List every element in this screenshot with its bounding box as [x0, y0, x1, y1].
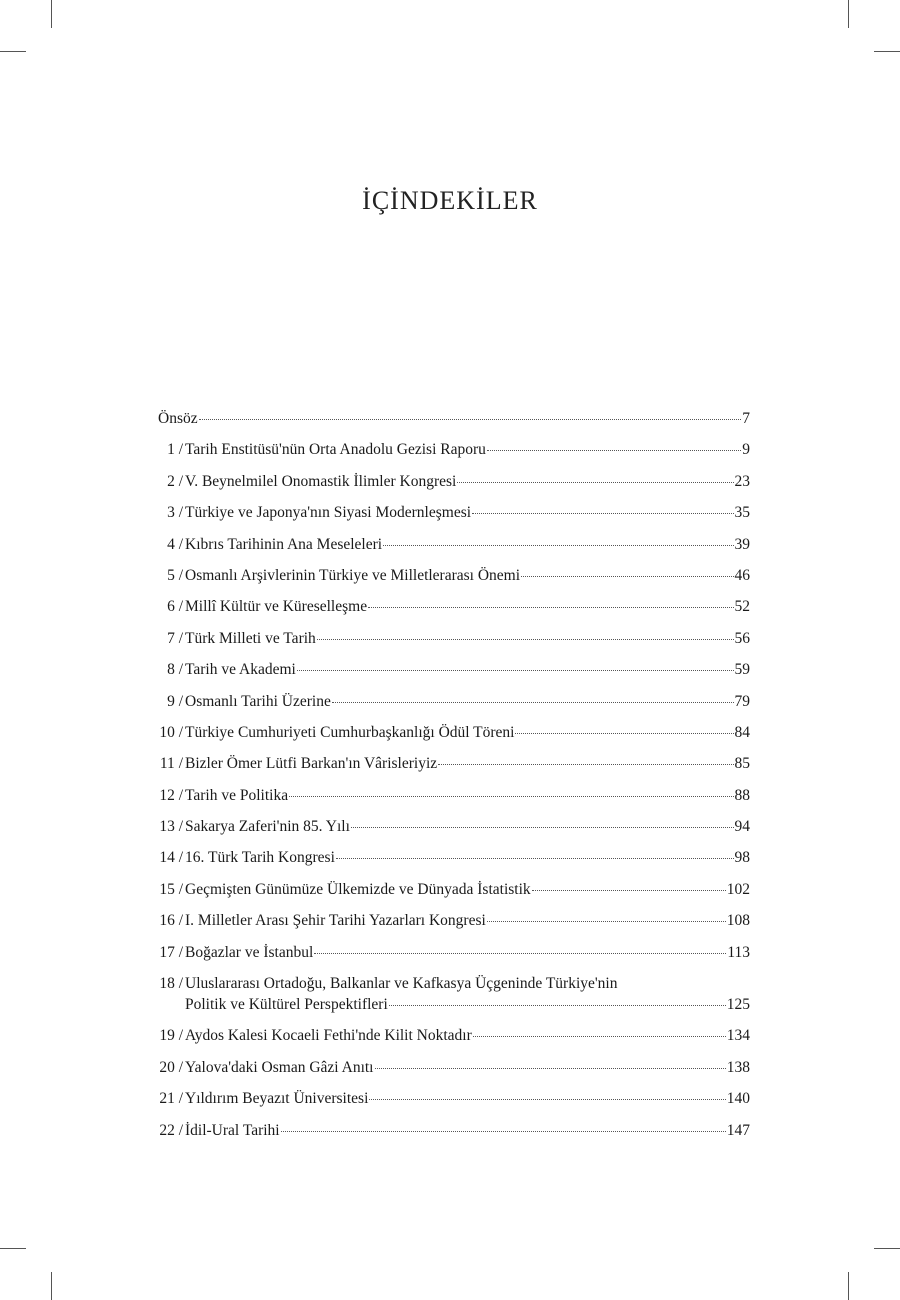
- toc-entry-number-group: [150, 502, 185, 523]
- toc-entry-number: 4: [167, 535, 175, 553]
- dot-leader: [473, 1036, 726, 1037]
- toc-entry-number-group: [150, 1057, 185, 1078]
- toc-entry-number-group: [150, 659, 185, 680]
- toc-entry-title: Türk Milleti ve Tarih: [185, 629, 316, 647]
- dot-leader: [281, 1131, 726, 1132]
- toc-entry-title: Tarih ve Politika: [185, 786, 289, 804]
- toc-entry: [150, 659, 750, 680]
- toc-entry: [150, 471, 750, 492]
- dot-leader: [438, 764, 733, 765]
- toc-separator: /: [178, 786, 183, 804]
- dot-leader: [521, 576, 733, 577]
- toc-entry-title: Osmanlı Tarihi Üzerine: [185, 692, 331, 710]
- toc-entry-page: 88: [734, 786, 750, 804]
- toc-separator: /: [178, 723, 183, 741]
- toc-entry-number-group: [150, 910, 185, 931]
- toc-entry-number: 5: [167, 566, 175, 584]
- toc-entry-page: 79: [734, 692, 750, 710]
- crop-mark: [51, 1272, 52, 1300]
- toc-separator: /: [178, 1121, 183, 1139]
- toc-entry-number: 9: [167, 692, 175, 710]
- toc-entry-title: Bizler Ömer Lütfi Barkan'ın Vârisleriyiz: [185, 755, 438, 773]
- toc-entry-title: Yalova'daki Osman Gâzi Anıtı: [185, 1058, 374, 1076]
- toc-entry: [150, 1025, 750, 1046]
- dot-leader: [199, 419, 742, 420]
- toc-entry-page: 85: [734, 755, 750, 773]
- dot-leader: [383, 545, 733, 546]
- dot-leader: [317, 639, 734, 640]
- dot-leader: [332, 702, 734, 703]
- toc-entry-title: Tarih ve Akademi: [185, 661, 296, 679]
- toc-entry-number-group: [150, 722, 185, 743]
- toc-entry-title: Millî Kültür ve Küreselleşme: [185, 598, 368, 616]
- toc-entry-title: Sakarya Zaferi'nin 85. Yılı: [185, 818, 350, 836]
- toc-entry-title: Aydos Kalesi Kocaeli Fethi'nde Kilit Noktadır: [185, 1027, 472, 1045]
- toc-entry-number: 11: [159, 755, 175, 773]
- dot-leader: [297, 670, 734, 671]
- toc-entry-list: [150, 439, 750, 1140]
- toc-entry-page: 134: [726, 1027, 750, 1045]
- toc-entry-page: 35: [734, 504, 750, 522]
- toc-entry: [150, 879, 750, 900]
- toc-entry-page: 23: [734, 472, 750, 490]
- toc-entry-number: 6: [167, 598, 175, 616]
- toc-entry-title: Yıldırım Beyazıt Üniversitesi: [185, 1090, 369, 1108]
- dot-leader: [314, 953, 726, 954]
- toc-entry-title: Osmanlı Arşivlerinin Türkiye ve Milletlerarası Önemi: [185, 566, 521, 584]
- toc-entry-page: 113: [727, 943, 750, 961]
- table-of-contents: [150, 408, 750, 1151]
- toc-entry: [150, 691, 750, 712]
- toc-separator: /: [178, 629, 183, 647]
- toc-separator: /: [178, 849, 183, 867]
- toc-separator: /: [178, 1058, 183, 1076]
- toc-entry: [150, 534, 750, 555]
- toc-entry-page: 98: [734, 849, 750, 867]
- toc-separator: /: [178, 441, 183, 459]
- toc-entry-number: 10: [159, 723, 175, 741]
- toc-separator: /: [178, 661, 183, 679]
- toc-entry: [150, 596, 750, 617]
- toc-separator: /: [178, 535, 183, 553]
- toc-separator: /: [178, 880, 183, 898]
- dot-leader: [289, 796, 733, 797]
- toc-separator: /: [178, 943, 183, 961]
- toc-entry-number-group: [150, 471, 185, 492]
- toc-entry-number: 1: [167, 441, 175, 459]
- toc-entry-number-group: [150, 596, 185, 617]
- toc-entry-number-group: [150, 628, 185, 649]
- toc-entry-number-group: [150, 973, 185, 1015]
- toc-entry-number-group: [150, 565, 185, 586]
- dot-leader: [532, 890, 726, 891]
- toc-entry: [150, 973, 750, 1015]
- toc-entry-title: İdil-Ural Tarihi: [185, 1121, 280, 1139]
- dot-leader: [369, 1099, 725, 1100]
- toc-entry-page: 59: [734, 661, 750, 679]
- toc-entry: [150, 1088, 750, 1109]
- toc-entry: [150, 722, 750, 743]
- toc-entry-number: 3: [167, 504, 175, 522]
- toc-separator: /: [178, 1090, 183, 1108]
- crop-mark: [848, 1272, 849, 1300]
- page-title: İÇİNDEKİLER: [362, 186, 538, 215]
- crop-mark: [874, 51, 900, 52]
- toc-entry-number: 21: [159, 1090, 175, 1108]
- crop-mark: [0, 1248, 26, 1249]
- toc-separator: /: [178, 598, 183, 616]
- toc-separator: /: [178, 504, 183, 522]
- toc-entry-number-group: [150, 785, 185, 806]
- toc-entry-preface: [150, 408, 750, 429]
- dot-leader: [472, 513, 733, 514]
- toc-separator: /: [178, 975, 183, 993]
- toc-entry-title: 16. Türk Tarih Kongresi: [185, 849, 335, 867]
- toc-separator: /: [178, 692, 183, 710]
- toc-entry: [150, 1120, 750, 1141]
- toc-entry: [150, 628, 750, 649]
- dot-leader: [457, 482, 733, 483]
- toc-entry: [150, 439, 750, 460]
- toc-entry-number: 8: [167, 661, 175, 679]
- toc-entry-number-group: [150, 1025, 185, 1046]
- dot-leader: [389, 1005, 726, 1006]
- toc-entry-number-group: [150, 847, 185, 868]
- dot-leader: [368, 607, 733, 608]
- toc-entry-page: 39: [734, 535, 750, 553]
- toc-entry-number: 22: [159, 1121, 175, 1139]
- toc-entry-title: I. Milletler Arası Şehir Tarihi Yazarları Kongresi: [185, 912, 486, 930]
- toc-entry-page: 52: [734, 598, 750, 616]
- toc-entry-title: Boğazlar ve İstanbul: [185, 943, 314, 961]
- toc-entry-number-group: [150, 879, 185, 900]
- dot-leader: [487, 921, 726, 922]
- toc-entry-page: 147: [726, 1121, 750, 1139]
- dot-leader: [515, 733, 733, 734]
- toc-entry-number-group: [150, 691, 185, 712]
- toc-separator: /: [178, 472, 183, 490]
- toc-entry: [150, 847, 750, 868]
- toc-entry-title: Geçmişten Günümüze Ülkemizde ve Dünyada İstatistik: [185, 880, 531, 898]
- toc-entry-title: Tarih Enstitüsü'nün Orta Anadolu Gezisi Raporu: [185, 441, 486, 459]
- toc-separator: /: [178, 818, 183, 836]
- toc-entry-page: 84: [734, 723, 750, 741]
- toc-entry-page: 140: [726, 1090, 750, 1108]
- toc-entry-page: 125: [726, 996, 750, 1014]
- toc-entry-page: 7: [742, 410, 750, 427]
- toc-entry-number: 19: [159, 1027, 175, 1045]
- toc-entry-number: 20: [159, 1058, 175, 1076]
- toc-entry-number: 13: [159, 818, 175, 836]
- toc-entry-number-group: [150, 942, 185, 963]
- toc-entry-number: 14: [159, 849, 175, 867]
- toc-separator: /: [178, 566, 183, 584]
- toc-entry: [150, 753, 750, 774]
- crop-mark: [51, 0, 52, 28]
- dot-leader: [487, 450, 741, 451]
- toc-entry-page: 56: [734, 629, 750, 647]
- toc-entry: [150, 565, 750, 586]
- toc-separator: /: [178, 755, 183, 773]
- toc-separator: /: [178, 912, 183, 930]
- toc-entry-page: 138: [726, 1058, 750, 1076]
- toc-separator: /: [178, 1027, 183, 1045]
- toc-entry-page: 46: [734, 566, 750, 584]
- toc-entry-page: 102: [726, 880, 750, 898]
- toc-entry-number-group: [150, 1120, 185, 1141]
- toc-entry-title: V. Beynelmilel Onomastik İlimler Kongresi: [185, 472, 457, 490]
- toc-entry-title: Politik ve Kültürel Perspektifleri: [185, 996, 388, 1014]
- toc-entry-title: Kıbrıs Tarihinin Ana Meseleleri: [185, 535, 383, 553]
- toc-entry: [150, 1057, 750, 1078]
- toc-entry-title: Türkiye ve Japonya'nın Siyasi Modernleşmesi: [185, 504, 472, 522]
- crop-mark: [874, 1248, 900, 1249]
- toc-entry-page: 9: [742, 441, 750, 459]
- toc-entry-title-line: Uluslararası Ortadoğu, Balkanlar ve Kafkasya Üçgeninde Türkiye'nin: [185, 975, 618, 993]
- toc-entry: [150, 942, 750, 963]
- toc-entry-number: 15: [159, 880, 175, 898]
- toc-entry: [150, 785, 750, 806]
- toc-entry-title: Türkiye Cumhuriyeti Cumhurbaşkanlığı Ödül Töreni: [185, 723, 515, 741]
- crop-mark: [848, 0, 849, 28]
- toc-entry-number: 16: [159, 912, 175, 930]
- toc-entry-number-group: [150, 1088, 185, 1109]
- toc-entry-number: 7: [167, 629, 175, 647]
- toc-entry-number: 18: [159, 975, 175, 993]
- toc-entry-number-group: [150, 439, 185, 460]
- toc-entry-number: 12: [159, 786, 175, 804]
- toc-entry-page: 94: [734, 818, 750, 836]
- toc-entry-number-group: [150, 534, 185, 555]
- toc-entry-title: Önsöz: [158, 410, 198, 427]
- toc-entry-number: 17: [159, 943, 175, 961]
- dot-leader: [336, 858, 734, 859]
- toc-entry: [150, 502, 750, 523]
- dot-leader: [375, 1068, 726, 1069]
- crop-mark: [0, 51, 26, 52]
- dot-leader: [351, 827, 734, 828]
- toc-entry-number-group: [150, 816, 185, 837]
- toc-entry-number-group: [150, 753, 185, 774]
- toc-entry-number: 2: [167, 472, 175, 490]
- toc-entry: [150, 910, 750, 931]
- toc-entry-page: 108: [726, 912, 750, 930]
- toc-entry: [150, 816, 750, 837]
